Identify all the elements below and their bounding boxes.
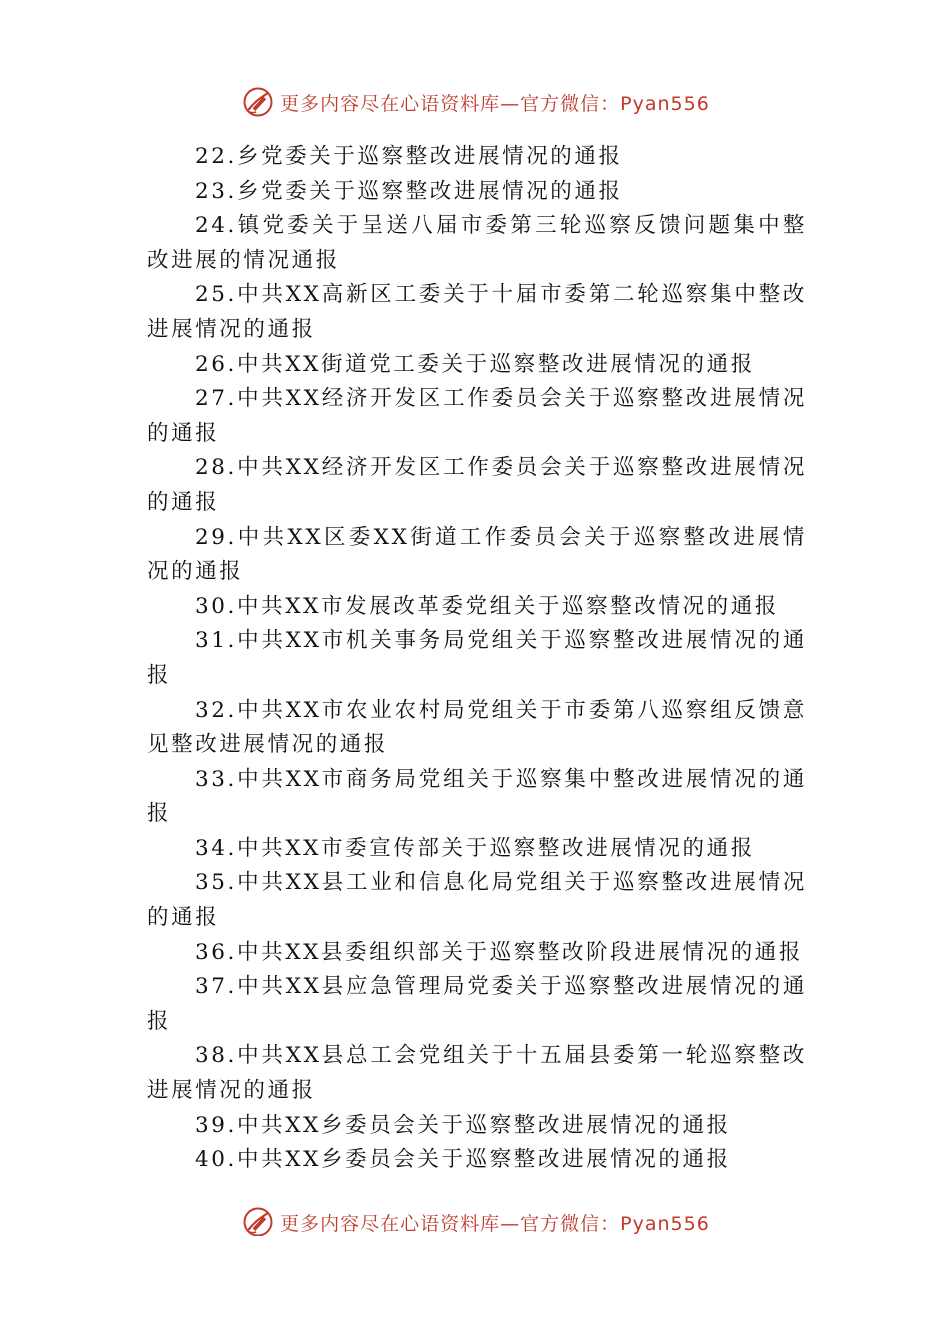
list-item: 22.乡党委关于巡察整改进展情况的通报 xyxy=(195,144,623,169)
list-item: 25.中共XX高新区工委关于十届市委第二轮巡察集中整改进展情况的通报 xyxy=(147,282,807,342)
list-item: 36.中共XX县委组织部关于巡察整改阶段进展情况的通报 xyxy=(195,939,804,965)
list-item: 39.中共XX乡委员会关于巡察整改进展情况的通报 xyxy=(195,1112,731,1138)
document-body xyxy=(147,140,807,1178)
list-item: 38.中共XX县总工会党组关于十五届县委第一轮巡察整改进展情况的通报 xyxy=(147,1043,807,1104)
pen-logo-icon xyxy=(240,84,276,120)
list-item: 31.中共XX市机关事务局党组关于巡察整改进展情况的通报 xyxy=(147,628,807,688)
list-item: 37.中共XX县应急管理局党委关于巡察整改进展情况的通报 xyxy=(147,974,807,1034)
header-watermark-banner xyxy=(0,82,950,122)
watermark-text: 更多内容尽在心语资料库—官方微信：Pyan556 xyxy=(280,92,710,115)
footer-watermark-banner xyxy=(0,1200,950,1236)
list-item: 28.中共XX经济开发区工作委员会关于巡察整改进展情况的通报 xyxy=(147,455,807,515)
list-item: 27.中共XX经济开发区工作委员会关于巡察整改进展情况的通报 xyxy=(147,386,807,446)
list-item: 29.中共XX区委XX街道工作委员会关于巡察整改进展情况的通报 xyxy=(147,524,807,585)
list-item: 24.镇党委关于呈送八届市委第三轮巡察反馈问题集中整改进展的情况通报 xyxy=(147,213,807,273)
list-item: 32.中共XX市农业农村局党组关于市委第八巡察组反馈意见整改进展情况的通报 xyxy=(147,697,807,758)
list-item: 26.中共XX街道党工委关于巡察整改进展情况的通报 xyxy=(195,351,755,377)
watermark-text: 更多内容尽在心语资料库—官方微信：Pyan556 xyxy=(280,1212,710,1235)
list-item: 23.乡党委关于巡察整改进展情况的通报 xyxy=(195,178,623,204)
list-item: 33.中共XX市商务局党组关于巡察集中整改进展情况的通报 xyxy=(147,766,807,827)
list-item: 35.中共XX县工业和信息化局党组关于巡察整改进展情况的通报 xyxy=(147,870,807,931)
list-item: 30.中共XX市发展改革委党组关于巡察整改情况的通报 xyxy=(195,593,779,619)
pen-logo-icon xyxy=(240,1204,276,1236)
list-item: 40.中共XX乡委员会关于巡察整改进展情况的通报 xyxy=(195,1147,731,1173)
list-item: 34.中共XX市委宣传部关于巡察整改进展情况的通报 xyxy=(195,835,755,861)
